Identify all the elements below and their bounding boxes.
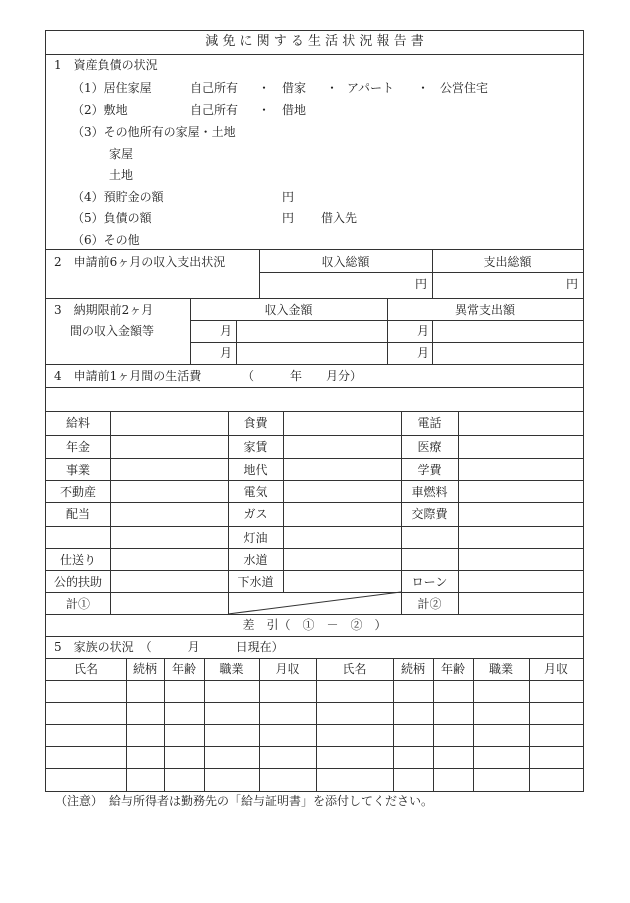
yen-unit: 円 <box>282 211 295 225</box>
income-item-input[interactable] <box>114 529 224 547</box>
income-amount-input[interactable] <box>241 345 381 362</box>
lender-input[interactable] <box>366 209 566 227</box>
family-cell-input[interactable] <box>262 770 313 788</box>
income-item-input[interactable] <box>114 551 224 569</box>
family-cell-input[interactable] <box>207 748 256 766</box>
residence-option-apartment[interactable]: アパート <box>347 81 395 95</box>
family-cell-input[interactable] <box>476 682 526 700</box>
family-column-header: 続柄 <box>132 662 157 676</box>
residence-option-public[interactable]: 公営住宅 <box>440 81 489 95</box>
income-item-label: 事業 <box>65 463 90 477</box>
income-item-input[interactable] <box>114 573 224 591</box>
family-cell-input[interactable] <box>49 682 123 700</box>
expense-item-label: ガス <box>243 507 268 521</box>
family-cell-input[interactable] <box>532 748 580 766</box>
form-title: 減 免 に 関 す る 生 活 状 況 報 告 書 <box>205 34 424 49</box>
divider <box>46 249 583 250</box>
family-cell-input[interactable] <box>319 770 390 788</box>
separator-dot: ・ <box>258 81 271 95</box>
income-item-label: 仕送り <box>59 553 96 567</box>
income-item-label: 公的扶助 <box>53 575 102 589</box>
divider <box>46 54 583 55</box>
income-item-input[interactable] <box>114 505 224 523</box>
family-cell-input[interactable] <box>319 748 390 766</box>
family-cell-input[interactable] <box>532 726 580 744</box>
family-column-header: 職業 <box>488 662 513 676</box>
family-cell-input[interactable] <box>129 682 161 700</box>
expense-total-input[interactable] <box>438 276 566 294</box>
yen-unit: 円 <box>566 277 579 291</box>
expense-item-label: 灯油 <box>243 531 268 545</box>
living-cost-period: （ 年 月分） <box>242 369 363 383</box>
expense-item-input[interactable] <box>462 461 577 479</box>
income-item-input[interactable] <box>114 438 224 456</box>
expense-item-label: 学費 <box>417 463 442 477</box>
family-cell-input[interactable] <box>49 726 123 744</box>
month-label: 月 <box>417 346 430 360</box>
family-column-header: 氏名 <box>73 662 98 676</box>
family-cell-input[interactable] <box>436 748 470 766</box>
expense-item-input[interactable] <box>287 551 397 569</box>
expense-item-input[interactable] <box>462 551 577 569</box>
family-cell-input[interactable] <box>49 770 123 788</box>
month-label: 月 <box>417 324 430 338</box>
expense-item-input[interactable] <box>287 505 397 523</box>
expense-item-input[interactable] <box>287 438 397 456</box>
expense-item-label: 車燃料 <box>411 485 448 499</box>
family-column-header: 月収 <box>275 662 300 676</box>
lender-label: 借入先 <box>321 211 358 225</box>
family-cell-input[interactable] <box>129 726 161 744</box>
month-label: 月 <box>220 324 233 338</box>
yen-unit: 円 <box>415 277 428 291</box>
family-cell-input[interactable] <box>476 748 526 766</box>
divider <box>46 298 583 299</box>
month-label: 月 <box>220 346 233 360</box>
family-cell-input[interactable] <box>262 682 313 700</box>
income-item-label: 不動産 <box>59 485 96 499</box>
site-option-own[interactable]: 自己所有 <box>190 103 239 117</box>
land-label: 土地 <box>109 168 134 182</box>
family-cell-input[interactable] <box>396 704 430 722</box>
expense-item-input[interactable] <box>287 483 397 501</box>
debt-input[interactable] <box>186 209 276 227</box>
expense-item-input[interactable] <box>287 461 397 479</box>
site-label: （2）敷地 <box>72 103 128 117</box>
extra-expense-input[interactable] <box>437 345 577 362</box>
family-cell-input[interactable] <box>319 726 390 744</box>
debt-label: （5）負債の額 <box>72 211 152 225</box>
section-3-heading: 3 納期限前2ヶ月 <box>54 303 154 317</box>
expense-item-label: 交際費 <box>411 507 448 521</box>
yen-unit: 円 <box>282 190 295 204</box>
family-cell-input[interactable] <box>436 726 470 744</box>
family-cell-input[interactable] <box>262 726 313 744</box>
family-cell-input[interactable] <box>532 704 580 722</box>
family-column-header: 続柄 <box>400 662 425 676</box>
expense-item-input[interactable] <box>462 438 577 456</box>
family-cell-input[interactable] <box>436 682 470 700</box>
land-input[interactable] <box>146 166 566 184</box>
family-cell-input[interactable] <box>207 726 256 744</box>
family-cell-input[interactable] <box>396 770 430 788</box>
expense-item-input[interactable] <box>462 573 577 591</box>
expense-item-input[interactable] <box>462 505 577 523</box>
residence-option-own[interactable]: 自己所有 <box>190 81 239 95</box>
income-total-input[interactable] <box>264 276 412 294</box>
total-2-input[interactable] <box>462 595 577 613</box>
expense-total-header: 支出総額 <box>483 255 532 269</box>
family-cell-input[interactable] <box>129 748 161 766</box>
family-column-header: 職業 <box>219 662 244 676</box>
family-cell-input[interactable] <box>207 704 256 722</box>
family-cell-input[interactable] <box>262 748 313 766</box>
income-item-label: 配当 <box>65 507 90 521</box>
other-input[interactable] <box>146 231 566 249</box>
site-option-lease[interactable]: 借地 <box>282 103 307 117</box>
other-property-label: （3）その他所有の家屋・土地 <box>72 125 236 139</box>
diagonal-line <box>228 592 402 614</box>
extra-expense-input[interactable] <box>437 323 577 340</box>
income-item-input[interactable] <box>114 483 224 501</box>
separator-dot: ・ <box>258 103 271 117</box>
separator-dot: ・ <box>417 81 430 95</box>
family-cell-input[interactable] <box>319 682 390 700</box>
expense-item-label: 家賃 <box>243 440 268 454</box>
income-amount-header: 収入金額 <box>264 303 313 317</box>
expense-item-input[interactable] <box>462 414 577 432</box>
income-item-input[interactable] <box>114 461 224 479</box>
family-cell-input[interactable] <box>49 704 123 722</box>
report-form <box>45 30 584 792</box>
family-column-header: 年齢 <box>440 662 465 676</box>
family-cell-input[interactable] <box>129 770 161 788</box>
expense-item-input[interactable] <box>287 529 397 547</box>
total-1-label: 計① <box>65 597 90 611</box>
expense-item-label: 医療 <box>417 440 442 454</box>
family-cell-input[interactable] <box>476 704 526 722</box>
expense-item-label: 水道 <box>243 553 268 567</box>
family-cell-input[interactable] <box>167 682 201 700</box>
family-cell-input[interactable] <box>207 682 256 700</box>
note-text: （注意） 給与所得者は勤務先の「給与証明書」を添付してください。 <box>55 794 434 808</box>
family-column-header: 氏名 <box>342 662 367 676</box>
total-1-input[interactable] <box>114 595 224 613</box>
residence-option-rent[interactable]: 借家 <box>282 81 307 95</box>
family-cell-input[interactable] <box>436 770 470 788</box>
section-4-heading: 4 申請前1ヶ月間の生活費 <box>54 369 202 383</box>
savings-label: （4）預貯金の額 <box>72 190 164 204</box>
income-amount-input[interactable] <box>241 323 381 340</box>
section-2-heading: 2 申請前6ヶ月の収入支出状況 <box>54 255 226 269</box>
income-item-label: 給料 <box>65 416 90 430</box>
family-cell-input[interactable] <box>532 682 580 700</box>
savings-input[interactable] <box>186 188 276 206</box>
family-cell-input[interactable] <box>436 704 470 722</box>
other-label: （6）その他 <box>72 233 140 247</box>
expense-item-label: 地代 <box>243 463 268 477</box>
family-cell-input[interactable] <box>476 770 526 788</box>
house-input[interactable] <box>146 145 566 163</box>
expense-item-label: 下水道 <box>237 575 274 589</box>
family-column-header: 月収 <box>543 662 568 676</box>
family-cell-input[interactable] <box>396 682 430 700</box>
family-cell-input[interactable] <box>262 704 313 722</box>
income-item-input[interactable] <box>114 414 224 432</box>
family-column-header: 年齢 <box>171 662 196 676</box>
section-3-heading-line2: 間の収入金額等 <box>70 324 155 338</box>
expense-item-label: 電話 <box>417 416 442 430</box>
family-cell-input[interactable] <box>476 726 526 744</box>
expense-item-label: ローン <box>411 575 448 589</box>
difference-label: 差 引（ ① － ② ） <box>242 618 387 632</box>
total-2-label: 計② <box>417 597 442 611</box>
separator-dot: ・ <box>326 81 339 95</box>
expense-item-label: 食費 <box>243 416 268 430</box>
family-cell-input[interactable] <box>167 726 201 744</box>
family-cell-input[interactable] <box>167 770 201 788</box>
expense-item-input[interactable] <box>462 483 577 501</box>
residence-label: （1）居住家屋 <box>72 81 152 95</box>
family-cell-input[interactable] <box>129 704 161 722</box>
section-1-heading: 1 資産負債の状況 <box>54 58 158 72</box>
expense-item-input[interactable] <box>287 414 397 432</box>
house-label: 家屋 <box>109 147 134 161</box>
income-total-header: 収入総額 <box>321 255 370 269</box>
expense-item-label: 電気 <box>243 485 268 499</box>
family-cell-input[interactable] <box>319 704 390 722</box>
section-5-heading: 5 家族の状況 （ 月 日現在） <box>54 640 284 654</box>
family-cell-input[interactable] <box>532 770 580 788</box>
divider <box>46 364 583 365</box>
extra-expense-header: 異常支出額 <box>454 303 515 317</box>
expense-item-input[interactable] <box>462 529 577 547</box>
family-cell-input[interactable] <box>167 748 201 766</box>
family-cell-input[interactable] <box>167 704 201 722</box>
family-cell-input[interactable] <box>396 748 430 766</box>
expense-item-input[interactable] <box>287 573 397 591</box>
family-cell-input[interactable] <box>49 748 123 766</box>
family-cell-input[interactable] <box>207 770 256 788</box>
income-item-label: 年金 <box>65 440 90 454</box>
family-cell-input[interactable] <box>396 726 430 744</box>
